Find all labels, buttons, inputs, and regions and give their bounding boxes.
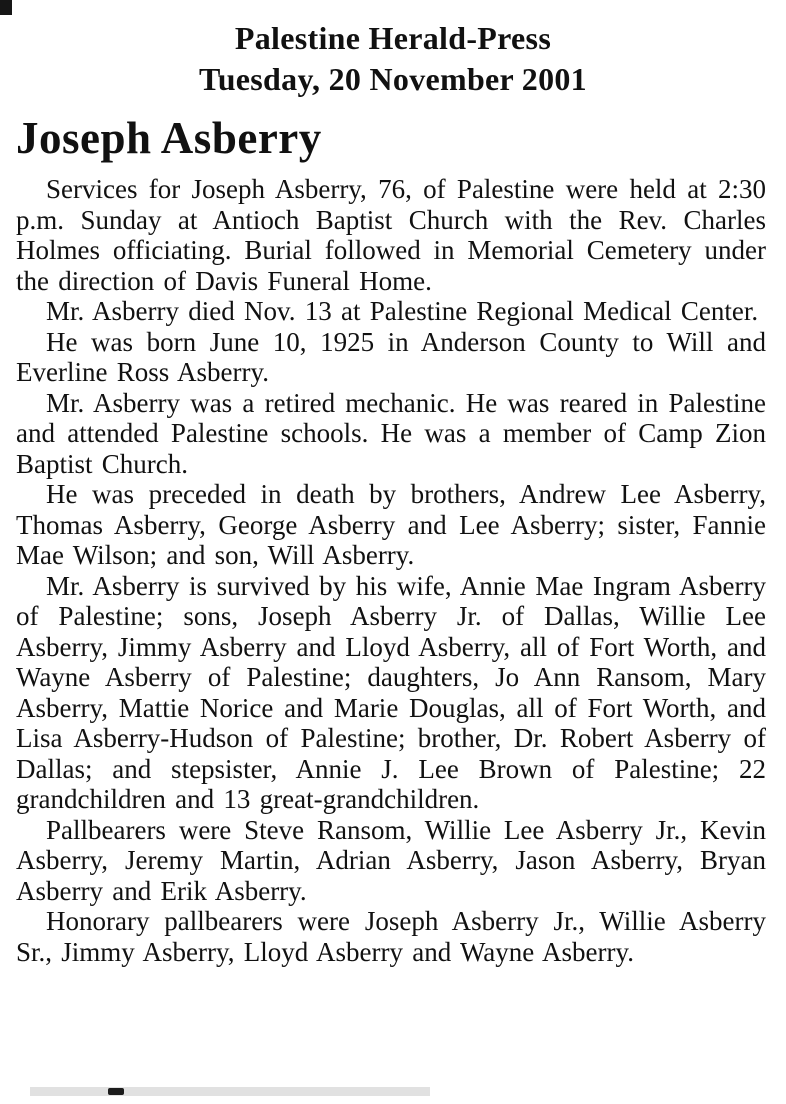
publication-name: Palestine Herald-Press [234,20,552,56]
paragraph-services: Services for Joseph Asberry, 76, of Palestine were held at 2:30 p.m. Sunday at Antioch Baptist Church with the Rev. Charles Holmes officiating. Burial followed in Memorial Cemetery under the direction of Davis Funeral Home. [16,174,766,296]
publication-date: Tuesday, 20 November 2001 [199,61,587,97]
paragraph-pallbearers: Pallbearers were Steve Ransom, Willie Lee Asberry Jr., Kevin Asberry, Jeremy Martin, Adrian Asberry, Jason Asberry, Bryan Asberry and Erik Asberry. [16,814,766,906]
paragraph-survivors: Mr. Asberry is survived by his wife, Annie Mae Ingram Asberry of Palestine; sons, Joseph Asberry Jr. of Dallas, Willie Lee Asberry, Jimmy Asberry and Lloyd Asberry, all of Fort Worth, and Wayne Asberry of Palestine; daughters, Jo Ann Ransom, Mary Asberry, Mattie Norice and Marie Douglas, all of Fort Worth, and Lisa Asberry-Hudson of Palestine; brother, Dr. Robert Asberry of Dallas; and stepsister, Annie J. Lee Brown of Palestine; 22 grandchildren and 13 great-grandchildren. [16,570,766,814]
masthead [0,0,786,100]
paragraph-honorary-pallbearers: Honorary pallbearers were Joseph Asberry Jr., Willie Asberry Sr., Jimmy Asberry, Lloyd Asberry and Wayne Asberry. [16,906,766,967]
paragraph-preceded: He was preceded in death by brothers, Andrew Lee Asberry, Thomas Asberry, George Asberry and Lee Asberry; sister, Fannie Mae Wilson; and son, Will Asberry. [16,479,766,570]
obituary-headline: Joseph Asberry [16,113,322,163]
scan-artifact-bottom-blob [108,1088,124,1095]
paragraph-biography: Mr. Asberry was a retired mechanic. He was reared in Palestine and attended Palestine schools. He was a member of Camp Zion Baptist Church. [16,387,766,479]
scan-artifact-bottom-band [30,1087,430,1096]
paragraph-birth: He was born June 10, 1925 in Anderson County to Will and Everline Ross Asberry. [16,326,766,387]
obituary-body [0,172,786,967]
paragraph-death: Mr. Asberry died Nov. 13 at Palestine Regional Medical Center. [46,296,759,326]
